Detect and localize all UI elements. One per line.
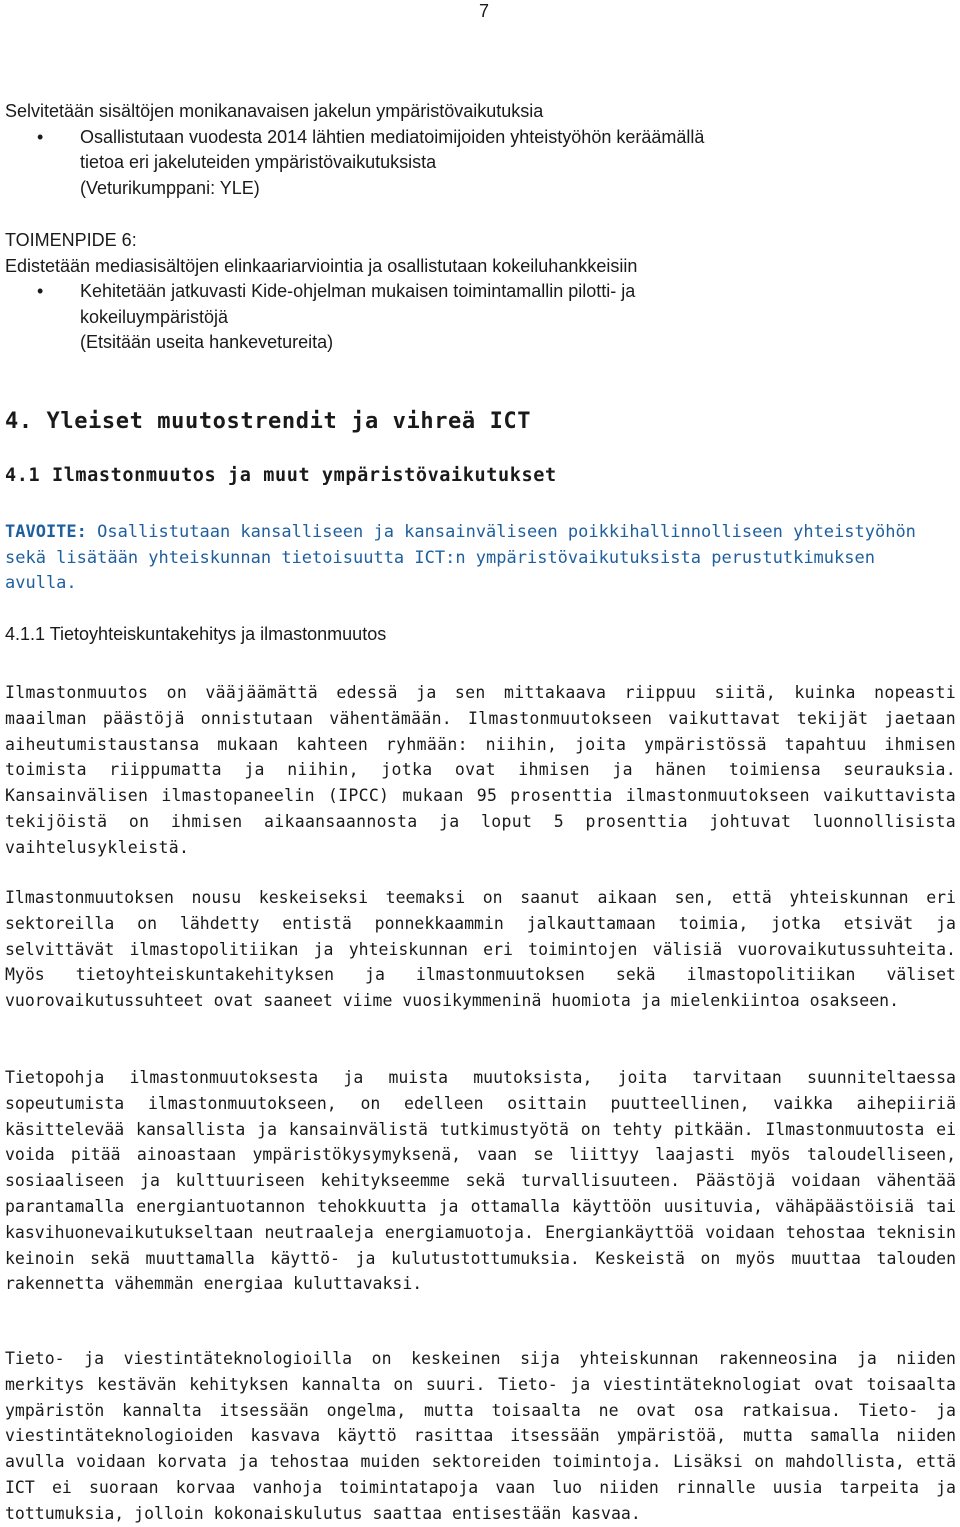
bullet-line: (Etsitään useita hankevetureita) [80, 332, 334, 352]
goal-text: Osallistutaan kansalliseen ja kansainväliseen poikkihallinnolliseen yhteistyöhön sekä lisätään yhteiskunnan tietoisuutta ICT:n ympäristövaikutuksista perustutkimuksen avulla. [5, 522, 916, 593]
measure-bullet-list [5, 125, 956, 202]
measure-bullet-list [5, 279, 956, 356]
bullet-line: tietoa eri jakeluteiden ympäristövaikutuksista [80, 152, 437, 172]
body-paragraph: Tietopohja ilmastonmuutoksesta ja muista muutoksista, joita tarvitaan suunniteltaessa sopeutumista ilmastonmuutokseen, on edelleen osittain puutteellinen, vaikka aihepiiriä käsittelevää kansallista ja kansainvälistä tutkimustyötä on tehty pitkään. Ilmastonmuutosta ei voida pitää ainoastaan ympäristökysymyksenä, vaan se liittyy laajasti myös taloudelliseen, sosiaaliseen ja kulttuuriseen kehitykseemme sekä turvallisuuteen. Päästöjä voidaan vähentää parantamalla energiantuotannon tehokkuutta ja ottamalla käyttöön uusituvia, vähäpäästöisiä tai kasvihuonevaikutukseltaan neutraaleja energiamuotoja. Energiankäyttöä voidaan tehostaa teknisin keinoin sekä muuttamalla käyttö- ja kulutustottumuksia. Keskeistä on myös muuttaa talouden rakennetta vähemmän energiaa kuluttavaksi. [5, 1068, 956, 1294]
body-paragraph: Tieto- ja viestintäteknologioilla on keskeinen sija yhteiskunnan rakenneosina ja niiden merkitys kestävän kehityksen kannalta on suuri. Tieto- ja viestintäteknologiat ovat toisaalta ympäristön kannalta itsessään ongelma, mutta toisaalta ne ovat osa ratkaisua. Tieto- ja viestintäteknologioiden kasvava käyttö rasittaa itsessään ympäristöä, mutta samalla niiden avulla voidaan korvata ja tehostaa muiden sektoreiden toimintoja. Lisäksi on mahdollista, että ICT ei suoraan korvaa vanhoja toimintatapoja vaan luo niiden rinnalle uusia tarpeita ja tottumuksia, jolloin kokonaiskulutus saattaa entisestään kasvaa. [5, 1349, 956, 1523]
section-heading: 4.1 Ilmastonmuutos ja muut ympäristövaikutukset [5, 465, 557, 486]
subsection-heading: 4.1.1 Tietoyhteiskuntakehitys ja ilmastonmuutos [5, 624, 387, 644]
paragraph-1 [5, 680, 956, 861]
goal-statement [5, 520, 956, 597]
measure-label: TOIMENPIDE 6: [5, 230, 137, 250]
measure-heading: Edistetään mediasisältöjen elinkaariarviointia ja osallistutaan kokeiluhankkeisiin [5, 255, 638, 276]
measure-block-1 [5, 99, 956, 201]
bullet-line: • Osallistutaan vuodesta 2014 lähtien mediatoimijoiden yhteistyöhön keräämällä [80, 126, 705, 147]
bullet-line: kokeiluympäristöjä [80, 306, 229, 327]
page-number: 7 [478, 1, 489, 21]
goal-label: TAVOITE: [5, 522, 87, 542]
measure-heading: Selvitetään sisältöjen monikanavaisen jakelun ympäristövaikutuksia [5, 101, 544, 121]
paragraph-3 [5, 1065, 956, 1297]
bullet-line: (Veturikumppani: YLE) [80, 177, 260, 198]
chapter-heading: 4. Yleiset muutostrendit ja vihreä ICT [5, 409, 532, 434]
measure-block-2 [5, 228, 956, 356]
body-paragraph: Ilmastonmuutoksen nousu keskeiseksi teemaksi on saanut aikaan sen, että yhteiskunnan eri sektoreilla on lähdetty entistä ponnekkaammin jalkauttamaan toimia, jotka etsivät ja selvittävät ilmastopolitiikan ja yhteiskunnan eri toimintojen välisiä vuorovaikutussuhteita. Myös tietoyhteiskuntakehityksen ja ilmastonmuutoksen sekä ilmastopolitiikan väliset vuorovaikutussuhteet ovat saaneet viime vuosikymmeninä huomiota ja mielenkiintoa osakseen. [5, 888, 956, 1011]
body-paragraph: Ilmastonmuutos on vääjäämättä edessä ja sen mittakaava riippuu siitä, kuinka nopeasti maailman päästöjä onnistutaan vähentämään. Ilmastonmuutokseen vaikuttavat tekijät jaetaan aiheutumistaustansa mukaan kahteen ryhmään: niihin, joita ympäristössä tapahtuu ihmisen toimista riippumatta ja niihin, jotka ovat ihmisen ja hänen toimiensa seurauksia. Kansainvälisen ilmastopaneelin (IPCC) mukaan 95 prosenttia ilmastonmuutokseen vaikuttavista tekijöistä on ihmisen aikaansaannosta ja loput 5 prosenttia johtuvat luonnollisista vaihtelusykleistä. [5, 683, 956, 857]
paragraph-4 [5, 1346, 956, 1527]
list-item [80, 125, 956, 202]
bullet-line: • Kehitetään jatkuvasti Kide-ohjelman mukaisen toimintamallin pilotti- ja [80, 281, 636, 301]
list-item [80, 279, 956, 356]
paragraph-2 [5, 885, 956, 1014]
